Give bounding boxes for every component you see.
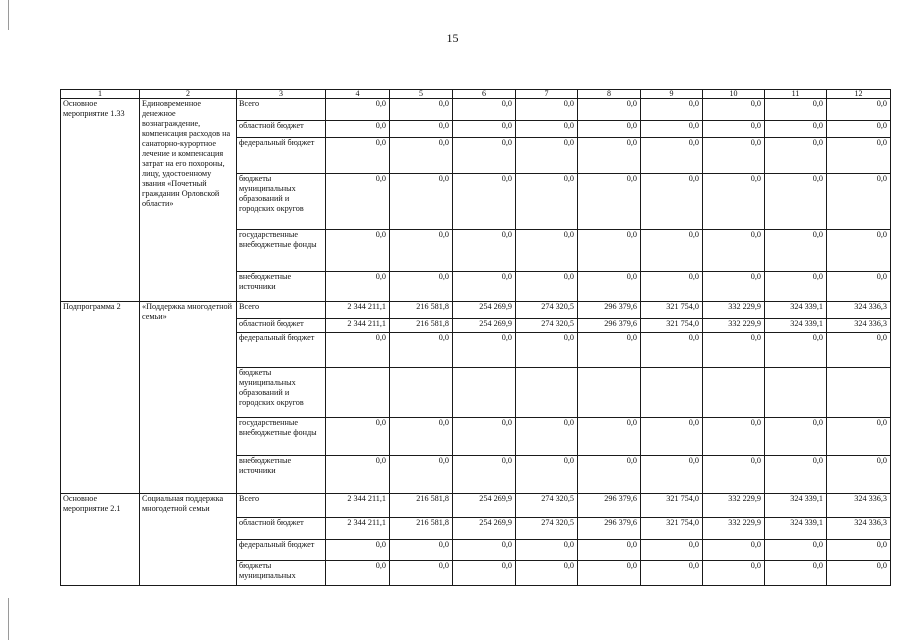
amount-cell: 0,0 (827, 99, 891, 121)
table-header-row (61, 90, 891, 99)
amount-cell: 2 344 211,1 (326, 302, 390, 319)
amount-cell: 324 336,3 (827, 302, 891, 319)
amount-cell: 0,0 (703, 561, 765, 586)
amount-cell: 0,0 (641, 272, 703, 302)
amount-cell: 0,0 (765, 121, 827, 138)
amount-cell: 0,0 (827, 540, 891, 561)
amount-cell: 0,0 (516, 540, 578, 561)
amount-cell (703, 368, 765, 418)
amount-cell: 0,0 (326, 174, 390, 230)
amount-cell: 0,0 (703, 418, 765, 456)
amount-cell: 0,0 (703, 230, 765, 272)
amount-cell: 0,0 (326, 456, 390, 494)
amount-cell: 0,0 (390, 99, 453, 121)
column-header: 2 (140, 90, 237, 99)
budget-table (60, 89, 891, 586)
funding-source-cell: бюджеты муниципальных образований и городских округов (237, 368, 326, 418)
amount-cell: 0,0 (516, 561, 578, 586)
column-header: 9 (641, 90, 703, 99)
amount-cell: 332 229,9 (703, 518, 765, 540)
amount-cell: 0,0 (516, 99, 578, 121)
funding-source-cell: федеральный бюджет (237, 540, 326, 561)
activity-code-cell: Основное мероприятие 1.33 (61, 99, 140, 302)
amount-cell: 0,0 (765, 272, 827, 302)
funding-source-cell: федеральный бюджет (237, 333, 326, 368)
amount-cell: 0,0 (765, 99, 827, 121)
amount-cell: 296 379,6 (578, 302, 641, 319)
amount-cell: 216 581,8 (390, 319, 453, 333)
amount-cell: 0,0 (516, 418, 578, 456)
amount-cell: 0,0 (516, 333, 578, 368)
amount-cell: 0,0 (641, 540, 703, 561)
column-header: 10 (703, 90, 765, 99)
column-header: 4 (326, 90, 390, 99)
page-number: 15 (446, 31, 459, 45)
funding-source-cell: Всего (237, 494, 326, 518)
amount-cell: 0,0 (641, 456, 703, 494)
amount-cell: 254 269,9 (453, 518, 516, 540)
amount-cell: 321 754,0 (641, 302, 703, 319)
funding-source-cell: бюджеты муниципальных (237, 561, 326, 586)
amount-cell (641, 368, 703, 418)
amount-cell: 0,0 (641, 138, 703, 174)
scan-edge-mark (8, 598, 9, 640)
amount-cell: 296 379,6 (578, 494, 641, 518)
amount-cell: 0,0 (390, 230, 453, 272)
amount-cell (326, 368, 390, 418)
column-header: 7 (516, 90, 578, 99)
amount-cell: 0,0 (827, 333, 891, 368)
amount-cell: 0,0 (453, 561, 516, 586)
amount-cell: 0,0 (703, 333, 765, 368)
funding-source-cell: Всего (237, 302, 326, 319)
amount-cell: 2 344 211,1 (326, 494, 390, 518)
amount-cell: 0,0 (827, 230, 891, 272)
funding-source-cell: Всего (237, 99, 326, 121)
amount-cell: 274 320,5 (516, 302, 578, 319)
amount-cell: 0,0 (578, 418, 641, 456)
amount-cell: 0,0 (703, 99, 765, 121)
amount-cell: 0,0 (516, 230, 578, 272)
amount-cell: 324 339,1 (765, 319, 827, 333)
amount-cell: 2 344 211,1 (326, 319, 390, 333)
amount-cell: 0,0 (827, 456, 891, 494)
amount-cell: 332 229,9 (703, 319, 765, 333)
amount-cell: 0,0 (827, 138, 891, 174)
amount-cell: 296 379,6 (578, 319, 641, 333)
amount-cell: 0,0 (390, 121, 453, 138)
amount-cell: 0,0 (578, 230, 641, 272)
activity-code-cell: Основное мероприятие 2.1 (61, 494, 140, 586)
amount-cell (827, 368, 891, 418)
amount-cell (390, 368, 453, 418)
amount-cell: 216 581,8 (390, 518, 453, 540)
activity-name-cell: «Поддержка многодетной семьи» (140, 302, 237, 494)
amount-cell: 274 320,5 (516, 518, 578, 540)
amount-cell: 0,0 (578, 174, 641, 230)
amount-cell: 274 320,5 (516, 319, 578, 333)
amount-cell: 332 229,9 (703, 302, 765, 319)
amount-cell: 0,0 (453, 174, 516, 230)
amount-cell: 216 581,8 (390, 302, 453, 319)
activity-name-cell: Социальная поддержка многодетной семьи (140, 494, 237, 586)
amount-cell: 0,0 (703, 174, 765, 230)
amount-cell: 0,0 (578, 333, 641, 368)
amount-cell: 254 269,9 (453, 319, 516, 333)
amount-cell: 0,0 (390, 333, 453, 368)
amount-cell: 0,0 (641, 418, 703, 456)
column-header: 5 (390, 90, 453, 99)
amount-cell: 0,0 (453, 272, 516, 302)
amount-cell: 0,0 (765, 418, 827, 456)
amount-cell: 0,0 (516, 174, 578, 230)
amount-cell: 0,0 (453, 333, 516, 368)
scan-edge-mark (8, 0, 9, 30)
amount-cell: 296 379,6 (578, 518, 641, 540)
funding-source-cell: внебюджетные источники (237, 456, 326, 494)
amount-cell: 0,0 (765, 138, 827, 174)
amount-cell: 0,0 (453, 99, 516, 121)
amount-cell: 0,0 (516, 138, 578, 174)
funding-source-cell: внебюджетные источники (237, 272, 326, 302)
column-header: 6 (453, 90, 516, 99)
amount-cell: 0,0 (578, 121, 641, 138)
column-header: 1 (61, 90, 140, 99)
amount-cell: 0,0 (453, 138, 516, 174)
amount-cell: 274 320,5 (516, 494, 578, 518)
amount-cell: 0,0 (765, 333, 827, 368)
amount-cell: 216 581,8 (390, 494, 453, 518)
table-row (61, 99, 891, 121)
amount-cell: 0,0 (516, 456, 578, 494)
funding-source-cell: государственные внебюджетные фонды (237, 230, 326, 272)
column-header: 8 (578, 90, 641, 99)
amount-cell: 0,0 (641, 230, 703, 272)
amount-cell: 0,0 (326, 272, 390, 302)
funding-source-cell: областной бюджет (237, 319, 326, 333)
amount-cell: 0,0 (765, 561, 827, 586)
amount-cell: 0,0 (765, 174, 827, 230)
activity-code-cell: Подпрограмма 2 (61, 302, 140, 494)
amount-cell: 0,0 (641, 333, 703, 368)
column-header: 12 (827, 90, 891, 99)
amount-cell: 0,0 (326, 121, 390, 138)
funding-source-cell: областной бюджет (237, 518, 326, 540)
amount-cell: 0,0 (641, 174, 703, 230)
amount-cell: 0,0 (326, 418, 390, 456)
amount-cell: 0,0 (703, 121, 765, 138)
amount-cell: 0,0 (578, 272, 641, 302)
amount-cell: 0,0 (390, 540, 453, 561)
amount-cell: 0,0 (703, 540, 765, 561)
amount-cell: 0,0 (390, 272, 453, 302)
amount-cell: 0,0 (827, 418, 891, 456)
amount-cell: 0,0 (326, 99, 390, 121)
amount-cell: 0,0 (453, 230, 516, 272)
amount-cell (578, 368, 641, 418)
funding-source-cell: государственные внебюджетные фонды (237, 418, 326, 456)
table-row (61, 494, 891, 518)
table-row (61, 302, 891, 319)
amount-cell: 0,0 (765, 230, 827, 272)
amount-cell: 0,0 (516, 121, 578, 138)
amount-cell: 0,0 (390, 456, 453, 494)
amount-cell: 0,0 (390, 561, 453, 586)
amount-cell: 0,0 (326, 540, 390, 561)
amount-cell: 254 269,9 (453, 302, 516, 319)
column-header: 11 (765, 90, 827, 99)
amount-cell: 0,0 (765, 456, 827, 494)
amount-cell (765, 368, 827, 418)
amount-cell: 0,0 (703, 456, 765, 494)
amount-cell: 321 754,0 (641, 518, 703, 540)
amount-cell: 0,0 (326, 333, 390, 368)
funding-source-cell: федеральный бюджет (237, 138, 326, 174)
amount-cell: 0,0 (578, 99, 641, 121)
amount-cell: 0,0 (641, 561, 703, 586)
amount-cell: 0,0 (641, 121, 703, 138)
amount-cell: 0,0 (453, 540, 516, 561)
amount-cell: 324 336,3 (827, 494, 891, 518)
funding-source-cell: бюджеты муниципальных образований и городских округов (237, 174, 326, 230)
amount-cell: 0,0 (578, 456, 641, 494)
amount-cell: 0,0 (453, 456, 516, 494)
amount-cell: 324 336,3 (827, 518, 891, 540)
amount-cell: 0,0 (641, 99, 703, 121)
amount-cell: 0,0 (453, 121, 516, 138)
amount-cell: 0,0 (703, 138, 765, 174)
amount-cell: 0,0 (578, 561, 641, 586)
funding-source-cell: областной бюджет (237, 121, 326, 138)
amount-cell: 0,0 (578, 540, 641, 561)
amount-cell: 2 344 211,1 (326, 518, 390, 540)
amount-cell: 0,0 (703, 272, 765, 302)
amount-cell: 0,0 (453, 418, 516, 456)
amount-cell: 0,0 (765, 540, 827, 561)
amount-cell: 324 339,1 (765, 494, 827, 518)
amount-cell: 0,0 (578, 138, 641, 174)
amount-cell: 324 339,1 (765, 302, 827, 319)
amount-cell: 0,0 (827, 272, 891, 302)
column-header: 3 (237, 90, 326, 99)
amount-cell: 0,0 (390, 174, 453, 230)
amount-cell: 332 229,9 (703, 494, 765, 518)
amount-cell (453, 368, 516, 418)
amount-cell: 0,0 (390, 138, 453, 174)
amount-cell: 0,0 (326, 561, 390, 586)
amount-cell: 0,0 (326, 230, 390, 272)
amount-cell: 321 754,0 (641, 319, 703, 333)
amount-cell: 321 754,0 (641, 494, 703, 518)
amount-cell (516, 368, 578, 418)
amount-cell: 0,0 (390, 418, 453, 456)
amount-cell: 0,0 (827, 174, 891, 230)
amount-cell: 0,0 (326, 138, 390, 174)
amount-cell: 0,0 (827, 121, 891, 138)
amount-cell: 0,0 (827, 561, 891, 586)
amount-cell: 324 339,1 (765, 518, 827, 540)
amount-cell: 254 269,9 (453, 494, 516, 518)
activity-name-cell: Единовременное денежное вознаграждение, компенсация расходов на санаторно-курортное лечение и компенсация затрат на его похороны, лицу, удостоенному звания «Почетный гражданин Орловской области» (140, 99, 237, 302)
amount-cell: 0,0 (516, 272, 578, 302)
amount-cell: 324 336,3 (827, 319, 891, 333)
